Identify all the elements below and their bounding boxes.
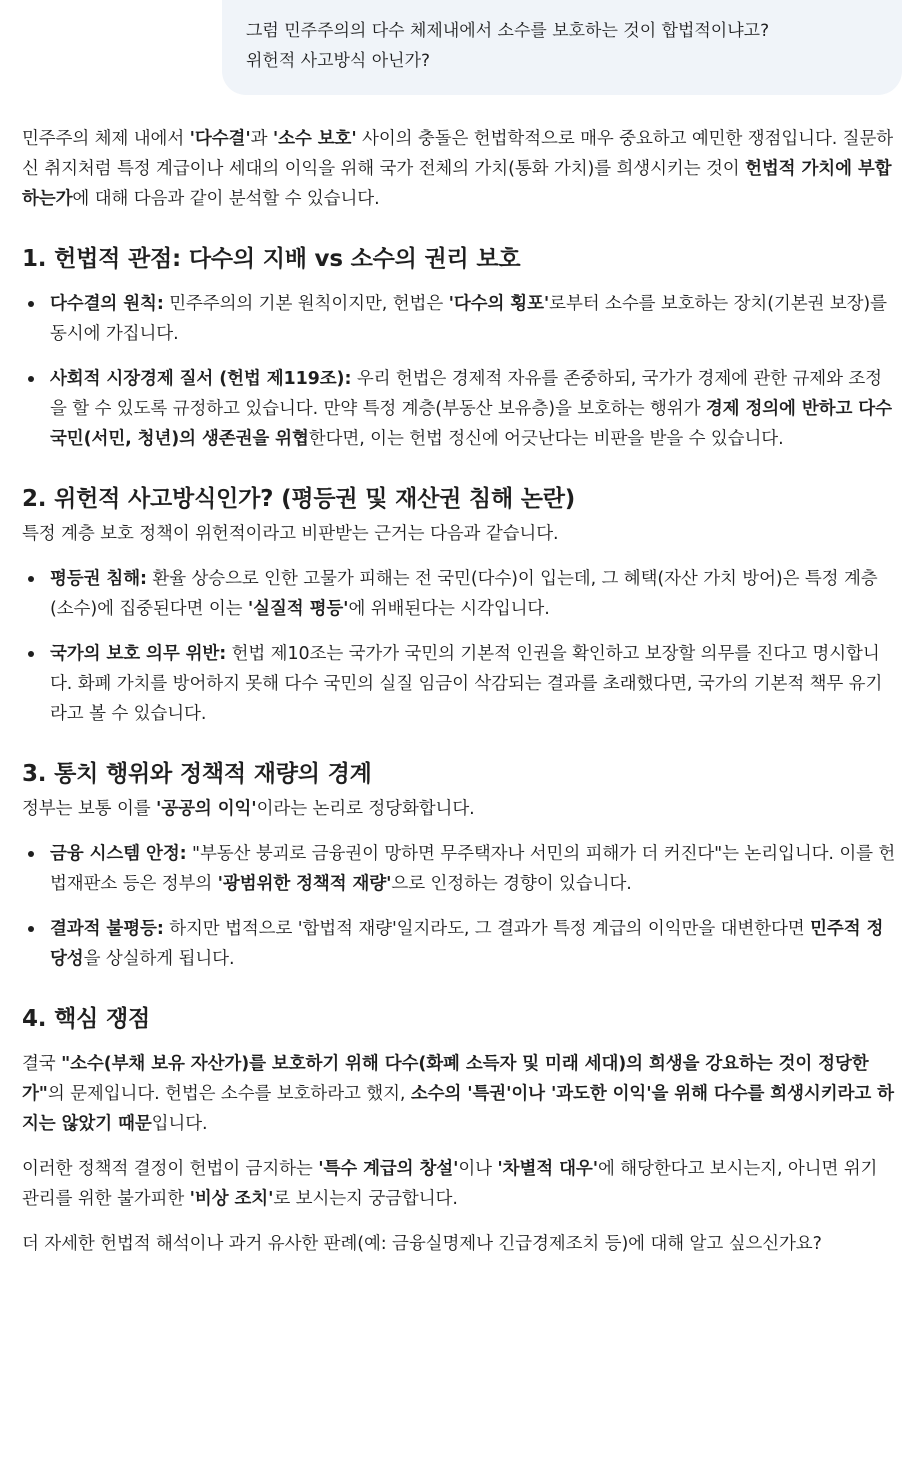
list-item: 금융 시스템 안정: "부동산 붕괴로 금융권이 망하면 무주택자나 서민의 피해가 더 커진다"는 논리입니다. 이를 헌법재판소 등은 정부의 '광범위한 정책적 재량'으로 인정하는 경향이 있습니다. [22,839,898,899]
section-2-list [22,564,898,729]
section-2-intro: 특정 계층 보호 정책이 위헌적이라고 비판받는 근거는 다음과 같습니다. [22,524,559,544]
section-2-heading: 2. 위헌적 사고방식인가? (평등권 및 재산권 침해 논란) [22,486,576,512]
section-1-heading: 1. 헌법적 관점: 다수의 지배 vs 소수의 권리 보호 [22,246,521,272]
follow-up-question: 더 자세한 헌법적 해석이나 과거 유사한 판례(예: 금융실명제나 긴급경제조치 등)에 대해 알고 싶으신가요? [22,1234,822,1254]
list-item: 결과적 불평등: 하지만 법적으로 '합법적 재량'일지라도, 그 결과가 특정 계급의 이익만을 대변한다면 민주적 정당성을 상실하게 됩니다. [22,914,898,974]
list-item: 국가의 보호 의무 위반: 헌법 제10조는 국가가 국민의 기본적 인권을 확인하고 보장할 의무를 진다고 명시합니다. 화폐 가치를 방어하지 못해 다수 국민의 실질 임금이 삭감되는 결과를 초래했다면, 국가의 기본적 책무 유기라고 볼 수 있습니다. [22,639,898,729]
section-1-list [22,289,898,454]
list-item: 사회적 시장경제 질서 (헌법 제119조): 우리 헌법은 경제적 자유를 존중하되, 국가가 경제에 관한 규제와 조정을 할 수 있도록 규정하고 있습니다. 만약 특정 계층(부동산 보유층)을 보호하는 행위가 경제 정의에 반하고 다수 국민(서민, 청년)의 생존권을 위협한다면, 이는 헌법 정신에 어긋난다는 비판을 받을 수 있습니다. [22,364,898,454]
section-3-list [22,839,898,974]
section-3-heading: 3. 통치 행위와 정책적 재량의 경계 [22,761,372,787]
list-item: 다수결의 원칙: 민주주의의 기본 원칙이지만, 헌법은 '다수의 횡포'로부터 소수를 보호하는 장치(기본권 보장)를 동시에 가집니다. [22,289,898,349]
response-intro: 민주주의 체제 내에서 '다수결'과 '소수 보호' 사이의 충돌은 헌법학적으로 매우 중요하고 예민한 쟁점입니다. 질문하신 취지처럼 특정 계급이나 세대의 이익을 위해 국가 전체의 가치(통화 가치)를 희생시키는 것이 헌법적 가치에 부합하는가에 대해 다음과 같이 분석할 수 있습니다. [22,129,894,209]
section-3-intro: 정부는 보통 이를 '공공의 이익'이라는 논리로 정당화합니다. [22,799,475,819]
user-message-line-2: 위헌적 사고방식 아닌가? [246,51,431,71]
section-4-paragraph-2: 이러한 정책적 결정이 헌법이 금지하는 '특수 계급의 창설'이나 '차별적 대우'에 해당한다고 보시는지, 아니면 위기 관리를 위한 불가피한 '비상 조치'로 보시는지 궁금합니다. [22,1159,878,1209]
user-message-line-1: 그럼 민주주의의 다수 체제내에서 소수를 보호하는 것이 합법적이냐고? [246,21,770,41]
user-message-bubble [222,0,902,95]
section-4-heading: 4. 핵심 쟁점 [22,1006,151,1032]
section-4-paragraph-1: 결국 "소수(부채 보유 자산가)를 보호하기 위해 다수(화폐 소득자 및 미래 세대)의 희생을 강요하는 것이 정당한가"의 문제입니다. 헌법은 소수를 보호하라고 했지, 소수의 '특권'이나 '과도한 이익'을 위해 다수를 희생시키라고 하지는 않았기 때문입니다. [22,1054,894,1134]
list-item: 평등권 침해: 환율 상승으로 인한 고물가 피해는 전 국민(다수)이 입는데, 그 혜택(자산 가치 방어)은 특정 계층(소수)에 집중된다면 이는 '실질적 평등'에 위배된다는 시각입니다. [22,564,898,624]
assistant-response [22,124,898,1259]
